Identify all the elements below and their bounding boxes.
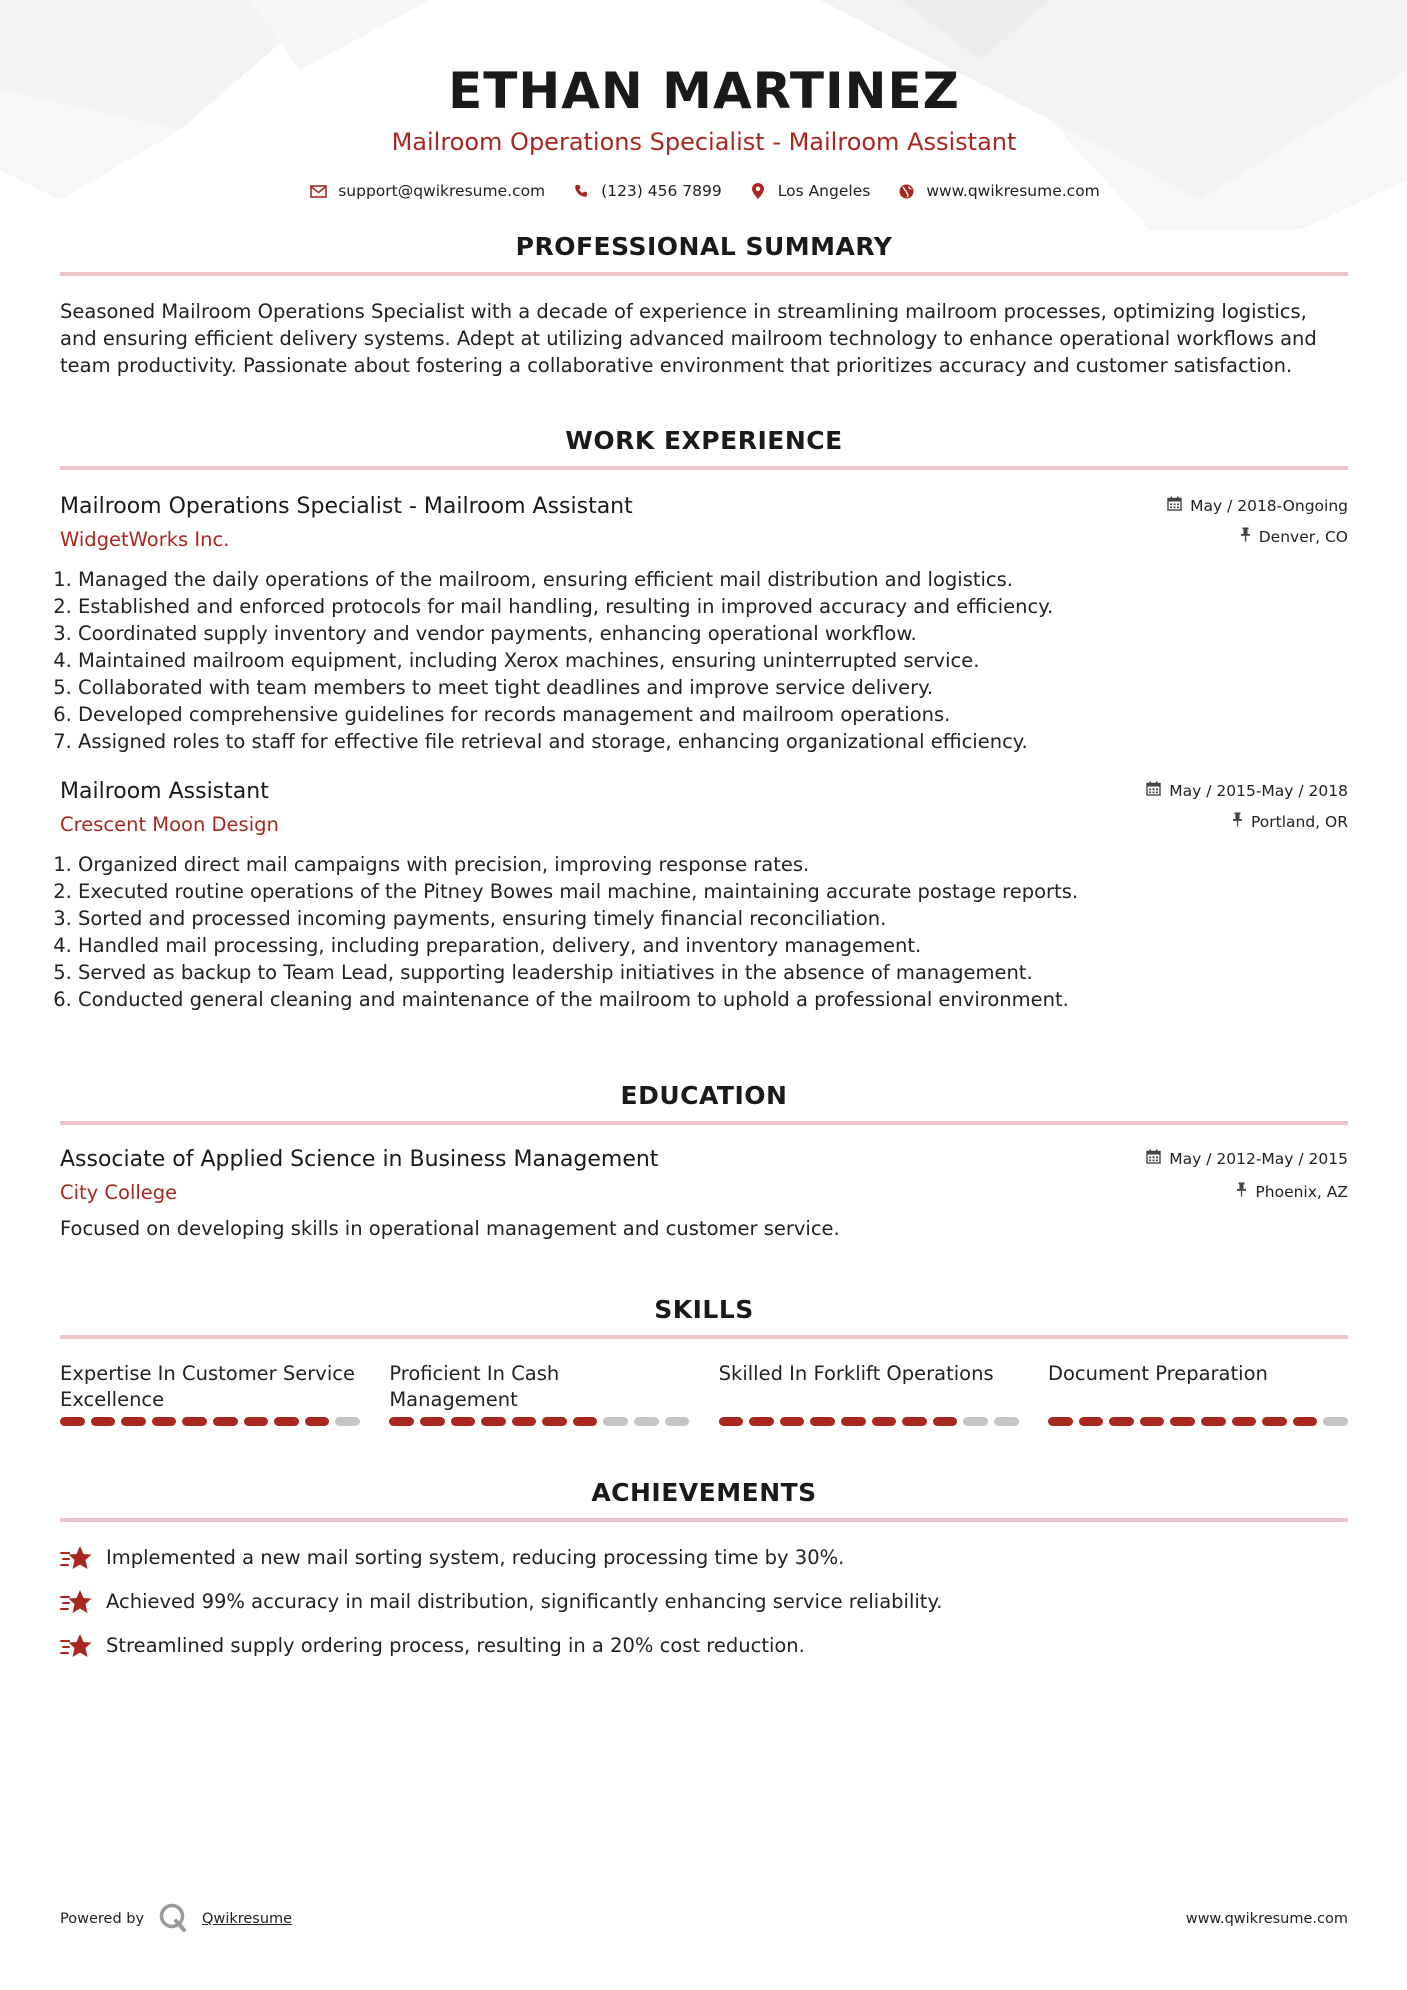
skill-level-bar [719,1417,1019,1426]
map-pin-icon [748,182,768,200]
section-divider [60,1121,1348,1125]
job-entry [60,777,1348,1013]
pushpin-icon [1232,812,1243,831]
list-item: 1. Managed the daily operations of the mailroom, ensuring efficient mail distribution and logistics. [78,566,1348,593]
skill-segment-filled [91,1417,116,1426]
achievements-list [60,1544,1348,1660]
section-skills [60,1293,1348,1426]
job-responsibilities [60,851,1348,1013]
skill-segment-filled [1109,1417,1134,1426]
contact-email[interactable] [308,182,545,200]
list-item: 4. Maintained mailroom equipment, including Xerox machines, ensuring uninterrupted service. [78,647,1348,674]
skill-segment-filled [573,1417,598,1426]
skill-segment-filled [389,1417,414,1426]
contact-website[interactable] [896,182,1099,200]
skill-segment-filled [213,1417,238,1426]
skill-segment-filled [1079,1417,1104,1426]
skill-segment-filled [274,1417,299,1426]
contact-website-text: www.qwikresume.com [926,182,1100,200]
list-item: 7. Assigned roles to staff for effective file retrieval and storage, enhancing organizational efficiency. [78,728,1348,755]
contact-location [748,182,871,200]
skill-segment-filled [420,1417,445,1426]
skill-segment-filled [1262,1417,1287,1426]
skill-segment-empty [603,1417,628,1426]
skill-segment-empty [665,1417,690,1426]
section-title-experience: WORK EXPERIENCE [565,426,843,455]
job-location: Portland, OR [1250,812,1348,831]
candidate-name: ETHAN MARTINEZ [448,62,960,120]
degree-title: Associate of Applied Science in Business Management [60,1147,659,1172]
school-name: City College [60,1181,178,1204]
list-item: 2. Executed routine operations of the Pitney Bowes mail machine, maintaining accurate postage reports. [78,878,1348,905]
skill-segment-filled [512,1417,537,1426]
list-item: 1. Organized direct mail campaigns with precision, improving response rates. [78,851,1348,878]
section-divider [60,466,1348,470]
skill-segment-filled [1170,1417,1195,1426]
skill-name: Skilled In Forklift Operations [718,1362,994,1385]
candidate-headline: Mailroom Operations Specialist - Mailroom Assistant [391,128,1017,156]
achievement-item [60,1632,1348,1660]
skill-segment-filled [1201,1417,1226,1426]
skill-segment-filled [451,1417,476,1426]
job-entry [60,492,1348,755]
skill-segment-empty [1323,1417,1348,1426]
section-title-achievements: ACHIEVEMENTS [591,1478,817,1507]
achievement-item [60,1544,1348,1572]
skills-grid [60,1361,1348,1426]
skill-segment-filled [542,1417,567,1426]
section-achievements [60,1476,1348,1660]
skill-segment-filled [872,1417,897,1426]
job-title: Mailroom Operations Specialist - Mailroom Assistant [60,494,633,519]
pushpin-icon [1240,527,1251,546]
pushpin-icon [1236,1182,1247,1201]
list-item: 3. Coordinated supply inventory and vendor payments, enhancing operational workflow. [78,620,1348,647]
star-icon [60,1632,92,1660]
skill-segment-filled [749,1417,774,1426]
contact-location-text: Los Angeles [777,182,871,200]
list-item: 5. Served as backup to Team Lead, supporting leadership initiatives in the absence of management. [78,959,1348,986]
achievement-text: Implemented a new mail sorting system, reducing processing time by 30%. [106,1546,845,1569]
skill-segment-filled [1048,1417,1073,1426]
skill-segment-filled [182,1417,207,1426]
achievement-text: Achieved 99% accuracy in mail distribution, significantly enhancing service reliability. [106,1590,943,1613]
star-icon [60,1544,92,1572]
powered-by-label: Powered by [60,1911,145,1927]
contact-phone-text: (123) 456 7899 [601,182,722,200]
footer-website[interactable]: www.qwikresume.com [1185,1911,1348,1927]
education-dates: May / 2012-May / 2015 [1169,1149,1348,1168]
skill-level-bar [60,1417,360,1426]
skill-item [719,1361,1019,1426]
list-item: 6. Developed comprehensive guidelines for records management and mailroom operations. [78,701,1348,728]
achievement-text: Streamlined supply ordering process, resulting in a 20% cost reduction. [106,1634,805,1657]
contact-bar [60,182,1348,200]
skill-segment-filled [152,1417,177,1426]
calendar-icon [1167,496,1182,515]
job-title: Mailroom Assistant [60,779,269,804]
achievement-item [60,1588,1348,1616]
job-dates: May / 2018-Ongoing [1190,496,1348,515]
skill-item [389,1361,689,1426]
skill-level-bar [389,1417,689,1426]
skill-name: Proficient In Cash Management [389,1362,560,1411]
brand-link[interactable]: Qwikresume [202,1911,293,1927]
education-location: Phoenix, AZ [1255,1182,1348,1201]
section-title-summary: PROFESSIONAL SUMMARY [515,232,893,261]
list-item: 4. Handled mail processing, including preparation, delivery, and inventory management. [78,932,1348,959]
contact-phone[interactable] [571,182,722,200]
skill-segment-filled [780,1417,805,1426]
section-title-education: EDUCATION [620,1081,788,1110]
page-footer [60,1902,1348,1936]
calendar-icon [1146,781,1161,800]
list-item: 5. Collaborated with team members to meet tight deadlines and improve service delivery. [78,674,1348,701]
skill-name: Expertise In Customer Service Excellence [60,1362,355,1411]
resume-header [60,0,1348,200]
skill-segment-filled [481,1417,506,1426]
skill-segment-empty [335,1417,360,1426]
skill-segment-empty [994,1417,1019,1426]
education-description: Focused on developing skills in operational management and customer service. [60,1217,840,1240]
skill-segment-empty [634,1417,659,1426]
skill-name: Document Preparation [1047,1362,1268,1385]
job-location: Denver, CO [1258,527,1348,546]
list-item: 3. Sorted and processed incoming payments, ensuring timely financial reconciliation. [78,905,1348,932]
section-summary [60,230,1348,379]
resume-page [60,0,1348,1676]
section-divider [60,272,1348,276]
section-education [60,1079,1348,1243]
skill-item [1048,1361,1348,1426]
contact-email-text: support@qwikresume.com [338,182,546,200]
summary-text: Seasoned Mailroom Operations Specialist with a decade of experience in streamlining mailroom processes, optimizing logistics, and ensuring efficient delivery systems. Adept at utilizing advanced mailroom technology to enhance operational workflows and team productivity. Passionate about fostering a collaborative environment that prioritizes accuracy and customer satisfaction. [60,300,1317,377]
skill-segment-filled [933,1417,958,1426]
skill-level-bar [1048,1417,1348,1426]
skill-item [60,1361,360,1426]
skill-segment-filled [121,1417,146,1426]
skill-segment-filled [810,1417,835,1426]
section-divider [60,1518,1348,1522]
list-item: 2. Established and enforced protocols for mail handling, resulting in improved accuracy and efficiency. [78,593,1348,620]
list-item: 6. Conducted general cleaning and maintenance of the mailroom to uphold a professional environment. [78,986,1348,1013]
skill-segment-filled [719,1417,744,1426]
skill-segment-filled [1232,1417,1257,1426]
qwikresume-logo-icon [158,1902,188,1936]
star-icon [60,1588,92,1616]
envelope-icon [308,182,328,200]
job-dates: May / 2015-May / 2018 [1169,781,1348,800]
skill-segment-filled [60,1417,85,1426]
skill-segment-filled [902,1417,927,1426]
skill-segment-filled [1293,1417,1318,1426]
phone-icon [571,182,591,200]
skill-segment-filled [244,1417,269,1426]
skill-segment-filled [1140,1417,1165,1426]
skill-segment-filled [305,1417,330,1426]
section-experience [60,424,1348,1013]
skill-segment-filled [841,1417,866,1426]
job-company: Crescent Moon Design [60,813,279,836]
calendar-icon [1146,1149,1161,1168]
globe-icon [896,182,916,200]
section-divider [60,1335,1348,1339]
skill-segment-empty [963,1417,988,1426]
job-responsibilities [60,566,1348,755]
section-title-skills: SKILLS [654,1295,754,1324]
job-company: WidgetWorks Inc. [60,528,230,551]
